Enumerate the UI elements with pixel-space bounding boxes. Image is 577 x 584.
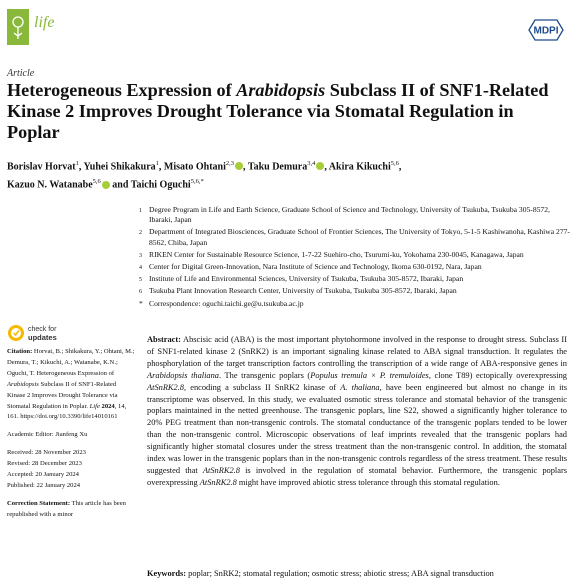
abstract-text: might have improved abiotic stress tolerance through this stomatal regulation. bbox=[236, 477, 500, 487]
citation-journal: Life bbox=[89, 402, 100, 410]
accepted-date: Accepted: 20 January 2024 bbox=[7, 471, 79, 479]
check-line1: check for bbox=[28, 326, 57, 333]
affiliation-number: 1 bbox=[139, 208, 142, 214]
author-name[interactable]: Taichi Oguchi bbox=[130, 179, 191, 191]
orcid-icon[interactable] bbox=[102, 181, 110, 189]
keywords-text: poplar; SnRK2; stomatal regulation; osmotic stress; abiotic stress; ABA signal transduction bbox=[186, 569, 494, 578]
check-line2: updates bbox=[28, 333, 57, 342]
academic-editor: Academic Editor: Jianfeng Xu bbox=[7, 431, 88, 439]
title-part1: Heterogeneous Expression of bbox=[7, 80, 237, 100]
revised-date: Revised: 28 December 2023 bbox=[7, 460, 82, 468]
affiliation-number: 6 bbox=[139, 289, 142, 296]
author-separator: , bbox=[243, 161, 248, 173]
author-name[interactable]: Borislav Horvat bbox=[7, 161, 76, 173]
abstract-italic-term: AtSnRK2.8 bbox=[199, 477, 237, 487]
abstract-body bbox=[147, 335, 567, 487]
affiliation-item bbox=[133, 227, 573, 247]
citation-text: Horvat, B.; Shikakura, Y.; Ohtani, M.; Demura, T.; Kikuchi, A.; Watanabe, K.N.; Oguchi, T. Heterogeneous Expression of bbox=[7, 348, 135, 377]
affiliation-text: Tsukuba Plant Innovation Research Center, University of Tsukuba, Tsukuba 305-8572, Ibaraki, Japan bbox=[149, 286, 457, 296]
author-affiliation-marker: 5,6 bbox=[390, 160, 399, 167]
correction-statement bbox=[7, 499, 135, 521]
affiliation-item bbox=[133, 205, 573, 225]
citation-italic: Arabidopsis bbox=[7, 380, 39, 388]
author-name[interactable]: Yuhei Shikakura bbox=[83, 161, 156, 173]
article-type: Article bbox=[7, 68, 35, 79]
published-date: Published: 22 January 2024 bbox=[7, 481, 81, 489]
affiliation-text: Degree Program in Life and Earth Science, Graduate School of Science and Technology, University of Tsukuba, Tsukuba 305-8572, Ibaraki, Japan bbox=[149, 205, 550, 225]
author-name[interactable]: Misato Ohtani bbox=[163, 161, 226, 173]
affiliation-item bbox=[133, 286, 573, 296]
received-date: Received: 28 November 2023 bbox=[7, 449, 86, 457]
citation-doi[interactable]: , 14, 161. https://doi.org/10.3390/life14010161 bbox=[7, 402, 127, 421]
abstract-text: , encoding a subclass II SnRK2 kinase of bbox=[184, 382, 341, 392]
affiliation-number: 2 bbox=[139, 230, 142, 237]
citation-text-2: Subclass II of SNF1-Related Kinase 2 Improves Drought Tolerance via Stomatal Regulation in Poplar. bbox=[7, 380, 118, 410]
author-separator: , bbox=[398, 161, 402, 173]
correspondence-star: * bbox=[139, 298, 143, 308]
author-affiliation-marker: 2,3 bbox=[225, 160, 234, 167]
keywords bbox=[147, 569, 572, 578]
keywords-label: Keywords: bbox=[147, 569, 187, 578]
affiliation-number: 5 bbox=[139, 277, 142, 284]
affiliation-text: Institute of Life and Environmental Sciences, University of Tsukuba, Tsukuba 305-8572, Ibaraki, Japan bbox=[149, 274, 464, 284]
correction-label: Correction Statement: bbox=[7, 499, 71, 507]
author-name[interactable]: Taku Demura bbox=[247, 161, 308, 173]
orcid-icon[interactable] bbox=[235, 162, 243, 170]
author-name[interactable]: Akira Kikuchi bbox=[328, 161, 391, 173]
correction-text: This article has been republished with a minor bbox=[7, 499, 126, 518]
affiliation-item bbox=[133, 250, 573, 260]
abstract-italic-term: A. thaliana bbox=[340, 382, 380, 392]
abstract-text: , clone T89) ectopically overexpressing bbox=[428, 370, 567, 380]
abstract-text: . The transgenic poplars ( bbox=[219, 370, 311, 380]
affiliation-text: RIKEN Center for Sustainable Resource Science, 1-7-22 Suehiro-cho, Tsurumi-ku, Yokohama 230-0045, Kanagawa, Japan bbox=[149, 249, 524, 259]
abstract-text: , have been engineered but almost no change in its transcriptome was observed. In this study, we evaluated osmotic stress tolerance and stomatal behavior of the transgenic poplars maintained in the netted greenhouse. The transgenic poplars, line S22, showed a significantly higher tolerance to 20% PEG treatment than non-transgenic controls. The stomatal conductance of the transgenic poplars tended to be lower than the non-transgenic control. Microscopic observations of leaf imprints revealed that the transgenic poplars had significantly higher stomatal closures under the stress treatment than the non-transgenic control. In addition, the stomatal index was lower in the transgenic poplars than in the non-transgenic controls regardless of the stress treatment. These results suggested that bbox=[147, 382, 567, 475]
author-affiliation-marker: 3,4 bbox=[307, 160, 316, 167]
citation-label: Citation: bbox=[7, 348, 33, 355]
author-separator: and bbox=[109, 179, 131, 191]
author-separator: , bbox=[324, 161, 329, 173]
check-for-updates-badge[interactable] bbox=[7, 322, 77, 344]
author-list bbox=[7, 156, 567, 193]
correspondence-text[interactable]: Correspondence: oguchi.taichi.ge@u.tsukuba.ac.jp bbox=[149, 298, 304, 308]
abstract-text: is involved in the regulation of stomatal behavior. Furthermore, the transgenic poplars overexpressing bbox=[147, 465, 568, 487]
author-affiliation-marker: 1 bbox=[155, 160, 159, 167]
affiliation-number: 4 bbox=[139, 265, 142, 272]
affiliation-text: Center for Digital Green-Innovation, Nara Institute of Science and Technology, Ikoma 630-0192, Nara, Japan bbox=[149, 262, 482, 272]
author-affiliation-marker: 5,6 bbox=[92, 178, 101, 186]
abstract-italic-term: Arabidopsis thaliana bbox=[147, 370, 219, 380]
publisher-name: MDPI bbox=[533, 25, 559, 37]
journal-logo-icon bbox=[7, 9, 29, 45]
abstract-italic-term: AtSnRK2.8 bbox=[202, 465, 240, 475]
citation-year: 2024 bbox=[99, 402, 115, 410]
correspondence bbox=[133, 299, 573, 309]
abstract bbox=[147, 334, 567, 489]
sidebar-info bbox=[7, 347, 135, 521]
affiliation-text: Department of Integrated Biosciences, Graduate School of Frontier Sciences, The University of Tokyo, 5-1-5 Kashiwanoha, Kashiwa 277-8562, Chiba, Japan bbox=[149, 227, 570, 247]
article-title bbox=[7, 80, 567, 143]
affiliation-item bbox=[133, 262, 573, 272]
abstract-label: Abstract: bbox=[147, 335, 181, 344]
author-affiliation-marker: 5,6,* bbox=[190, 178, 204, 186]
author-separator: , bbox=[158, 161, 164, 173]
author-name[interactable]: Kazuo N. Watanabe bbox=[7, 179, 93, 191]
journal-name[interactable]: life bbox=[34, 14, 55, 31]
affiliations bbox=[133, 205, 573, 309]
author-separator: , bbox=[78, 161, 84, 173]
title-italic: Arabidopsis bbox=[236, 80, 326, 100]
affiliation-item bbox=[133, 274, 573, 284]
abstract-text: Abscisic acid (ABA) is the most important phytohormone involved in the response to drought stress. Subclass II of SNF1-related kinase 2 (SnRK2) is an important signaling kinase related to ABA signal transduction. It regulates the phosphorylation of the target transcription factors controlling the transcription of a wide range of ABA-responsive genes in bbox=[147, 335, 567, 368]
abstract-italic-term: AtSnRK2.8 bbox=[147, 382, 184, 392]
publisher-logo[interactable] bbox=[525, 18, 567, 42]
affiliation-number: 3 bbox=[139, 252, 142, 259]
abstract-italic-term: Populus tremula × P. tremuloides bbox=[310, 370, 429, 380]
citation bbox=[7, 347, 135, 423]
author-affiliation-marker: 1 bbox=[75, 160, 79, 167]
title-part2: Subclass II of SNF1-Related Kinase 2 Improves Drought Tolerance via Stomatal Regulation in Poplar bbox=[7, 80, 549, 142]
